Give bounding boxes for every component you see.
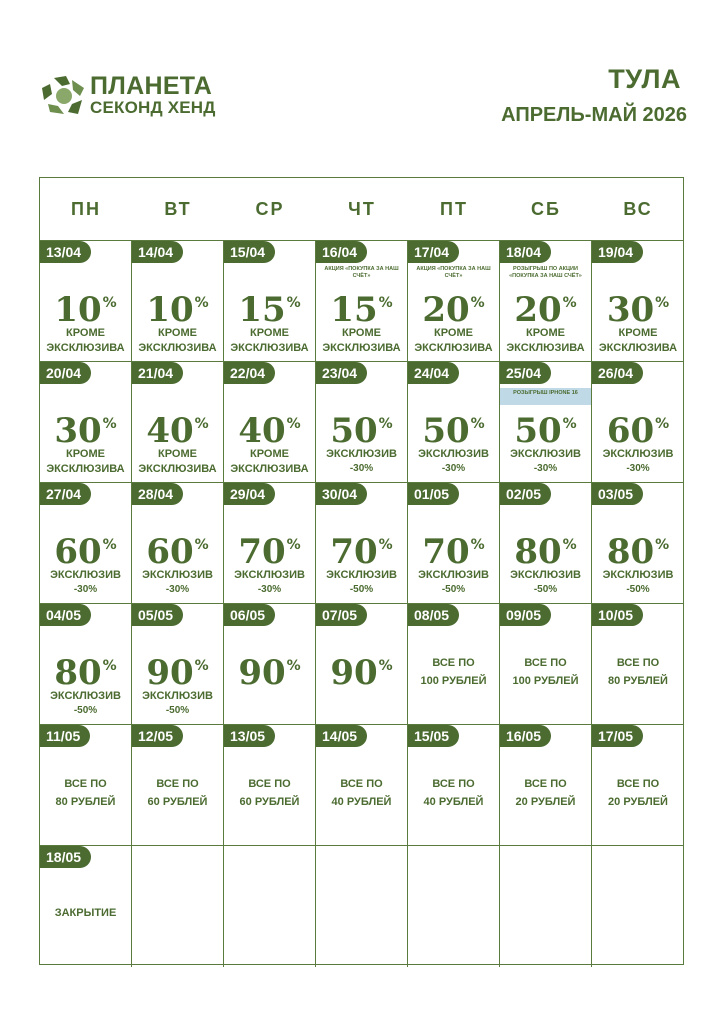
discount-condition: ЭКСКЛЮЗИВ: [326, 448, 397, 460]
discount-condition: ЭКСКЛЮЗИВ: [234, 569, 305, 581]
day-raffle-note: РОЗЫГРЫШ IPHONE 16: [500, 388, 591, 405]
calendar-day-cell: [592, 846, 684, 967]
price-value: 80 РУБЛЕЙ: [608, 675, 668, 687]
percent-sign: %: [562, 537, 577, 553]
discount-condition-detail: ЭКСКЛЮЗИВА: [46, 342, 125, 354]
discount-condition-detail: ЭКСКЛЮЗИВА: [138, 342, 217, 354]
discount-value: 15: [330, 290, 378, 330]
percent-sign: %: [655, 537, 670, 553]
discount-value: 60: [54, 532, 102, 572]
closing-label: ЗАКРЫТИЕ: [54, 907, 117, 919]
calendar-day-cell: [592, 483, 684, 604]
percent-sign: %: [286, 537, 301, 553]
day-date-badge: 11/05: [40, 725, 90, 747]
discount-percent: [316, 406, 407, 449]
calendar-day-cell: [408, 604, 500, 725]
discount-percent: [592, 527, 684, 570]
discount-condition: КРОМЕ: [250, 448, 289, 460]
calendar-day-cell: [132, 483, 224, 604]
discount-condition-detail: -50%: [349, 584, 374, 595]
discount-value: 50: [514, 411, 562, 451]
discount-condition-detail: -30%: [257, 584, 282, 595]
percent-sign: %: [286, 658, 301, 674]
discount-value: 60: [146, 532, 194, 572]
recycle-globe-icon: [40, 74, 88, 118]
period-title: АПРЕЛЬ-МАЙ 2026: [501, 104, 687, 126]
calendar-day-cell: [500, 483, 592, 604]
calendar-day-cell: [132, 725, 224, 846]
calendar-grid: [39, 177, 684, 965]
discount-condition: ЭКСКЛЮЗИВ: [510, 569, 581, 581]
calendar-day-cell: [40, 725, 132, 846]
price-value: 60 РУБЛЕЙ: [147, 796, 208, 808]
discount-condition: КРОМЕ: [342, 327, 381, 339]
discount-condition: ЭКСКЛЮЗИВ: [602, 448, 674, 460]
discount-percent: [500, 527, 591, 570]
calendar-day-cell: [40, 846, 132, 967]
calendar-day-cell: [40, 362, 132, 483]
calendar-day-cell: [40, 483, 132, 604]
day-date-badge: 13/04: [40, 241, 91, 263]
discount-percent: [408, 527, 499, 570]
discount-value: 70: [330, 532, 378, 572]
calendar-day-cell: [316, 241, 408, 362]
discount-percent: [132, 648, 223, 691]
percent-sign: %: [286, 416, 301, 432]
discount-percent: [224, 527, 315, 570]
calendar-day-cell: [408, 241, 500, 362]
calendar-day-cell: [40, 241, 132, 362]
brand-logo: [40, 70, 240, 122]
day-date-badge: 29/04: [224, 483, 275, 505]
discount-percent: [500, 285, 591, 328]
discount-percent: [40, 406, 131, 449]
calendar-day-cell: [592, 725, 684, 846]
weekday-7: ВС: [623, 199, 653, 219]
day-date-badge: 13/05: [224, 725, 275, 747]
discount-condition: ЭКСКЛЮЗИВ: [142, 569, 213, 581]
day-date-badge: 23/04: [316, 362, 367, 384]
price-line: ВСЕ ПО: [616, 657, 660, 669]
discount-percent: [132, 285, 223, 328]
percent-sign: %: [378, 295, 393, 311]
discount-value: 50: [330, 411, 378, 451]
discount-percent: [592, 285, 684, 328]
discount-percent: [316, 527, 407, 570]
discount-value: 20: [514, 290, 562, 330]
price-line: ВСЕ ПО: [432, 657, 475, 669]
day-date-badge: 15/05: [408, 725, 459, 747]
percent-sign: %: [470, 416, 485, 432]
calendar-day-cell: [224, 483, 316, 604]
percent-sign: %: [286, 295, 301, 311]
discount-condition-detail: -30%: [73, 584, 98, 595]
discount-value: 70: [238, 532, 286, 572]
calendar-day-cell: [40, 604, 132, 725]
day-date-badge: 25/04: [500, 362, 551, 384]
day-promo-note: АКЦИЯ «ПОКУПКА ЗА НАШ СЧЁТ»: [416, 266, 491, 279]
price-value: 20 РУБЛЕЙ: [608, 796, 668, 808]
day-date-badge: 27/04: [40, 483, 91, 505]
discount-condition-detail: ЭКСКЛЮЗИВА: [414, 342, 493, 354]
discount-condition-detail: ЭКСКЛЮЗИВА: [138, 463, 217, 475]
price-value: 40 РУБЛЕЙ: [423, 796, 484, 808]
day-date-badge: 07/05: [316, 604, 367, 626]
day-date-badge: 15/04: [224, 241, 275, 263]
day-date-badge: 06/05: [224, 604, 275, 626]
discount-value: 10: [146, 290, 194, 330]
calendar-day-cell: [224, 604, 316, 725]
discount-condition-detail: -50%: [533, 584, 558, 595]
discount-condition-detail: -50%: [73, 705, 98, 716]
weekday-4: ЧТ: [348, 199, 376, 219]
price-value: 100 РУБЛЕЙ: [512, 675, 579, 687]
day-date-badge: 03/05: [592, 483, 643, 505]
percent-sign: %: [655, 416, 670, 432]
percent-sign: %: [102, 416, 117, 432]
discount-condition: ЭКСКЛЮЗИВ: [602, 569, 674, 581]
discount-value: 50: [422, 411, 470, 451]
discount-condition: ЭКСКЛЮЗИВ: [142, 690, 213, 702]
city-title: ТУЛА: [608, 64, 681, 94]
discount-percent: [40, 527, 131, 570]
weekday-2: ВТ: [164, 199, 192, 219]
discount-condition: ЭКСКЛЮЗИВ: [50, 569, 121, 581]
calendar-day-cell: [316, 362, 408, 483]
logo-line1: ПЛАНЕТА: [90, 72, 213, 100]
discount-value: 60: [606, 411, 655, 451]
calendar-day-cell: [408, 483, 500, 604]
calendar-day-cell: [224, 362, 316, 483]
percent-sign: %: [562, 416, 577, 432]
discount-condition-detail: ЭКСКЛЮЗИВА: [322, 342, 401, 354]
day-promo-note: АКЦИЯ «ПОКУПКА ЗА НАШ СЧЁТ»: [324, 266, 399, 279]
discount-condition-detail: ЭКСКЛЮЗИВА: [598, 342, 678, 354]
discount-value: 90: [238, 653, 286, 693]
discount-condition-detail: ЭКСКЛЮЗИВА: [230, 463, 309, 475]
discount-condition: КРОМЕ: [250, 327, 289, 339]
discount-condition: КРОМЕ: [158, 448, 197, 460]
day-date-badge: 01/05: [408, 483, 459, 505]
discount-percent: [132, 527, 223, 570]
discount-condition-detail: -30%: [165, 584, 190, 595]
calendar-day-cell: [316, 483, 408, 604]
calendar-day-cell: [224, 725, 316, 846]
calendar-day-cell: [592, 241, 684, 362]
discount-value: 30: [54, 411, 102, 451]
calendar-day-cell: [500, 725, 592, 846]
discount-value: 15: [238, 290, 286, 330]
calendar-day-cell: [500, 604, 592, 725]
discount-condition: КРОМЕ: [158, 327, 197, 339]
discount-condition-detail: -30%: [626, 463, 650, 474]
weekday-header: [40, 178, 683, 241]
price-line: ВСЕ ПО: [524, 657, 567, 669]
day-date-badge: 22/04: [224, 362, 275, 384]
calendar-day-cell: [132, 604, 224, 725]
price-line: ВСЕ ПО: [340, 778, 383, 790]
discount-percent: [40, 648, 131, 691]
day-date-badge: 16/05: [500, 725, 551, 747]
discount-condition: ЭКСКЛЮЗИВ: [418, 448, 489, 460]
day-date-badge: 02/05: [500, 483, 551, 505]
price-value: 100 РУБЛЕЙ: [420, 675, 487, 687]
discount-condition: КРОМЕ: [66, 448, 105, 460]
percent-sign: %: [102, 537, 117, 553]
discount-percent: [224, 406, 315, 449]
weekday-5: ПТ: [440, 199, 468, 219]
calendar-day-cell: [592, 604, 684, 725]
day-date-badge: 30/04: [316, 483, 367, 505]
weekday-1: ПН: [71, 199, 101, 219]
discount-condition-detail: -30%: [349, 463, 374, 474]
discount-condition-detail: ЭКСКЛЮЗИВА: [506, 342, 585, 354]
calendar-day-cell: [408, 725, 500, 846]
price-line: ВСЕ ПО: [524, 778, 567, 790]
day-date-badge: 05/05: [132, 604, 183, 626]
day-date-badge: 12/05: [132, 725, 183, 747]
calendar-day-cell: [316, 725, 408, 846]
discount-percent: [316, 285, 407, 328]
calendar-day-cell: [132, 362, 224, 483]
calendar-day-cell: [224, 241, 316, 362]
discount-value: 70: [422, 532, 470, 572]
price-line: ВСЕ ПО: [248, 778, 291, 790]
calendar-day-cell: [500, 241, 592, 362]
discount-condition-detail: -30%: [533, 463, 558, 474]
calendar-day-cell: [132, 846, 224, 967]
discount-value: 80: [606, 532, 655, 572]
price-value: 80 РУБЛЕЙ: [55, 796, 116, 808]
discount-percent: [224, 648, 315, 691]
discount-percent: [224, 285, 315, 328]
discount-value: 30: [606, 290, 655, 330]
day-date-badge: 09/05: [500, 604, 551, 626]
calendar-day-cell: [132, 241, 224, 362]
discount-condition: КРОМЕ: [618, 327, 658, 339]
discount-value: 80: [54, 653, 102, 693]
discount-value: 90: [146, 653, 194, 693]
discount-percent: [408, 406, 499, 449]
discount-condition-detail: -30%: [441, 463, 466, 474]
calendar-day-cell: [316, 846, 408, 967]
percent-sign: %: [655, 295, 670, 311]
discount-percent: [592, 406, 684, 449]
weekday-6: СБ: [531, 199, 561, 219]
discount-value: 80: [514, 532, 562, 572]
discount-percent: [316, 648, 407, 691]
calendar-day-cell: [500, 362, 592, 483]
price-value: 60 РУБЛЕЙ: [239, 796, 300, 808]
discount-condition: ЭКСКЛЮЗИВ: [418, 569, 489, 581]
discount-condition: ЭКСКЛЮЗИВ: [50, 690, 121, 702]
discount-condition-detail: -50%: [165, 705, 190, 716]
discount-condition: КРОМЕ: [66, 327, 105, 339]
day-date-badge: 10/05: [592, 604, 643, 626]
calendar-day-cell: [316, 604, 408, 725]
discount-value: 10: [54, 290, 102, 330]
percent-sign: %: [470, 295, 485, 311]
discount-value: 40: [146, 411, 194, 451]
percent-sign: %: [562, 295, 577, 311]
percent-sign: %: [194, 416, 209, 432]
discount-condition: ЭКСКЛЮЗИВ: [510, 448, 581, 460]
discount-value: 40: [238, 411, 286, 451]
day-date-badge: 18/05: [40, 846, 91, 868]
day-date-badge: 24/04: [408, 362, 459, 384]
day-date-badge: 20/04: [40, 362, 91, 384]
day-date-badge: 28/04: [132, 483, 183, 505]
day-date-badge: 14/04: [132, 241, 183, 263]
logo-line2: СЕКОНД ХЕНД: [90, 98, 216, 117]
day-date-badge: 14/05: [316, 725, 367, 747]
price-line: ВСЕ ПО: [156, 778, 199, 790]
calendar-day-cell: [592, 362, 684, 483]
day-date-badge: 08/05: [408, 604, 459, 626]
discount-percent: [40, 285, 131, 328]
percent-sign: %: [378, 416, 393, 432]
discount-percent: [132, 406, 223, 449]
weekday-3: СР: [255, 199, 285, 219]
day-date-badge: 21/04: [132, 362, 183, 384]
discount-condition-detail: -50%: [441, 584, 466, 595]
day-date-badge: 17/05: [592, 725, 643, 747]
day-date-badge: 16/04: [316, 241, 367, 263]
discount-percent: [500, 406, 591, 449]
discount-condition-detail: ЭКСКЛЮЗИВА: [230, 342, 309, 354]
discount-condition: КРОМЕ: [434, 327, 473, 339]
price-value: 40 РУБЛЕЙ: [331, 796, 392, 808]
discount-condition-detail: -50%: [626, 584, 650, 595]
discount-condition: КРОМЕ: [526, 327, 565, 339]
discount-value: 90: [330, 653, 378, 693]
percent-sign: %: [378, 537, 393, 553]
calendar-day-cell: [408, 846, 500, 967]
day-date-badge: 17/04: [408, 241, 459, 263]
calendar-day-cell: [224, 846, 316, 967]
discount-condition-detail: ЭКСКЛЮЗИВА: [46, 463, 125, 475]
day-date-badge: 04/05: [40, 604, 91, 626]
price-line: ВСЕ ПО: [64, 778, 107, 790]
percent-sign: %: [378, 658, 393, 674]
percent-sign: %: [470, 537, 485, 553]
day-date-badge: 26/04: [592, 362, 643, 384]
percent-sign: %: [194, 658, 209, 674]
percent-sign: %: [102, 295, 117, 311]
percent-sign: %: [194, 537, 209, 553]
discount-value: 20: [422, 290, 470, 330]
day-date-badge: 19/04: [592, 241, 643, 263]
discount-condition: ЭКСКЛЮЗИВ: [326, 569, 397, 581]
calendar-day-cell: [500, 846, 592, 967]
percent-sign: %: [194, 295, 209, 311]
price-line: ВСЕ ПО: [616, 778, 660, 790]
percent-sign: %: [102, 658, 117, 674]
day-date-badge: 18/04: [500, 241, 551, 263]
calendar-day-cell: [408, 362, 500, 483]
price-line: ВСЕ ПО: [432, 778, 475, 790]
day-promo-note: РОЗЫГРЫШ ПО АКЦИИ «ПОКУПКА ЗА НАШ СЧЁТ»: [509, 266, 582, 279]
price-value: 20 РУБЛЕЙ: [515, 796, 576, 808]
discount-percent: [408, 285, 499, 328]
